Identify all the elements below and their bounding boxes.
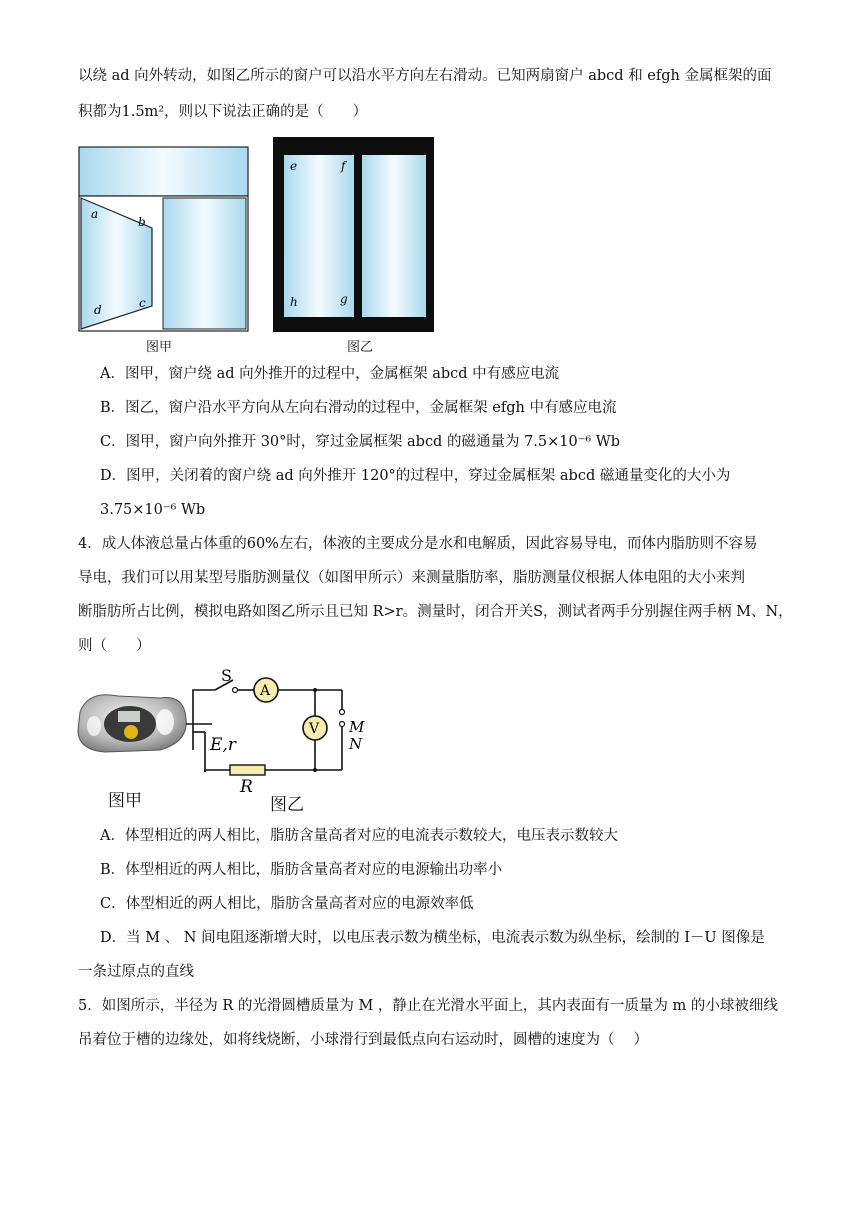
fat-meter-and-circuit: [0, 660, 420, 820]
junction-bottom: [313, 768, 317, 772]
terminal-n: [340, 722, 345, 727]
label-b: b: [138, 215, 146, 229]
q3-option-c: C．图甲，窗户向外推开 30°时，穿过金属框架 abcd 的磁通量为 7.5×10⁻⁶ Wb: [100, 434, 620, 450]
junction-top: [313, 688, 317, 692]
switch-pivot: [233, 688, 238, 693]
source-label: E,r: [210, 735, 236, 755]
caption-device: 图甲: [108, 791, 142, 811]
q4-option-a: A．体型相近的两人相比，脂肪含量高者对应的电流表示数较大，电压表示数较大: [100, 828, 618, 844]
resistor-label: R: [240, 777, 253, 797]
q5-stem-line-2: 吊着位于槽的边缘处，如将线烧断，小球滑行到最低点向右运动时，圆槽的速度为（ ）: [78, 1032, 649, 1048]
q5-stem-line-1: 5．如图所示，半径为 R 的光滑圆槽质量为 M ，静止在光滑水平面上，其内表面有一质量为 m 的小球被细线: [78, 998, 778, 1014]
q4-stem-line-2: 导电，我们可以用某型号脂肪测量仪（如图甲所示）来测量脂肪率，脂肪测量仪根据人体电阻的大小来判: [78, 570, 745, 586]
q3-option-d-cont: 3.75×10⁻⁶ Wb: [100, 502, 206, 518]
ammeter-label: A: [260, 683, 271, 699]
n-label: N: [349, 735, 363, 753]
q3-option-d: D．图甲，关闭着的窗户绕 ad 向外推开 120°的过程中，穿过金属框架 abcd 磁通量变化的大小为: [100, 468, 731, 484]
q4-stem-line-3: 断脂肪所占比例，模拟电路如图乙所示且已知 R>r。测量时，闭合开关S，测试者两手分别握住两手柄 M、N，: [78, 604, 793, 620]
label-f: f: [341, 159, 346, 173]
label-d: d: [94, 303, 102, 317]
label-c: c: [139, 296, 146, 310]
figure-jia-window: [79, 147, 248, 331]
q4-stem-line-4: 则（ ）: [78, 638, 151, 654]
m-label: M: [349, 718, 365, 736]
caption-jia: 图甲: [146, 340, 173, 355]
voltmeter-label: V: [309, 721, 320, 737]
q3-option-b: B．图乙，窗户沿水平方向从左向右滑动的过程中，金属框架 efgh 中有感应电流: [100, 400, 617, 416]
caption-circuit: 图乙: [270, 795, 304, 815]
caption-yi: 图乙: [347, 340, 374, 355]
label-a: a: [91, 207, 99, 221]
label-e: e: [290, 159, 298, 173]
label-h: h: [290, 295, 298, 309]
q4-option-c: C．体型相近的两人相比，脂肪含量高者对应的电源效率低: [100, 896, 474, 912]
fat-meter-device: [78, 695, 186, 752]
switch-label: S: [221, 666, 232, 685]
resistor-symbol: [230, 765, 265, 775]
q3-stem-line-2: 积都为1.5m²，则以下说法正确的是（ ）: [78, 104, 368, 120]
label-g: g: [340, 292, 348, 306]
q4-option-d: D．当 M 、 N 间电阻逐渐增大时，以电压表示数为横坐标，电流表示数为纵坐标，绘制的 I－U 图像是: [100, 930, 765, 946]
terminal-m: [340, 710, 345, 715]
q4-option-b: B．体型相近的两人相比，脂肪含量高者对应的电源输出功率小: [100, 862, 503, 878]
q4-option-d-cont: 一条过原点的直线: [78, 964, 194, 980]
q4-stem-line-1: 4．成人体液总量占体重的60%左右，体液的主要成分是水和电解质，因此容易导电，而体内脂肪则不容易: [78, 536, 758, 552]
window-figures: [0, 0, 860, 360]
q3-stem-line-1: 以绕 ad 向外转动，如图乙所示的窗户可以沿水平方向左右滑动。已知两扇窗户 abcd 和 efgh 金属框架的面: [78, 68, 772, 84]
q3-option-a: A．图甲，窗户绕 ad 向外推开的过程中，金属框架 abcd 中有感应电流: [100, 366, 560, 382]
